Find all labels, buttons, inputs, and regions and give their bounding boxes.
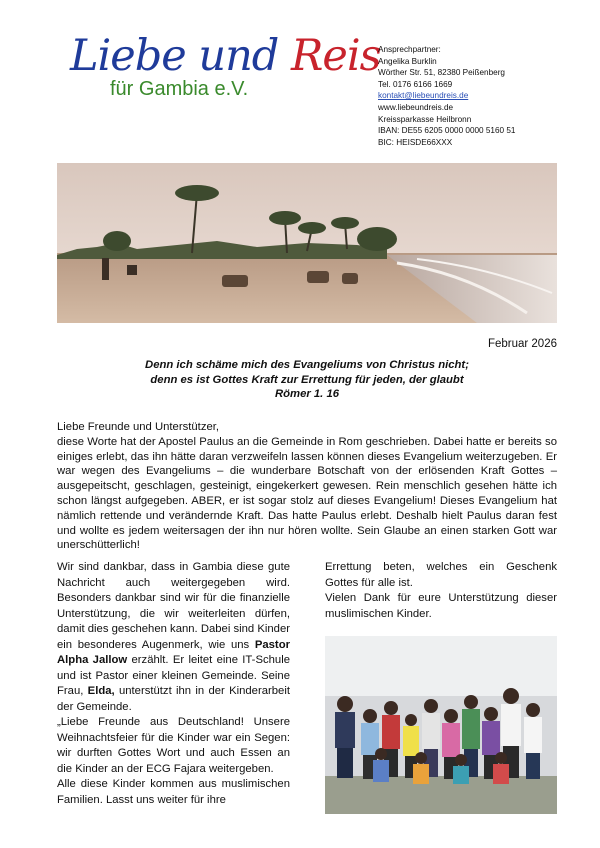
contact-phone: Tel. 0176 6166 1669 — [378, 79, 453, 89]
right-paragraph-2: Vielen Dank für eure Unterstützung dieser muslimischen Kinder. — [325, 592, 557, 620]
greeting: Liebe Freunde und Unterstützer, — [57, 421, 220, 433]
logo-word-liebe: Liebe — [70, 31, 186, 81]
contact-iban: IBAN: DE55 6205 0000 0000 5160 51 — [378, 126, 516, 136]
wife-name: Elda, — [87, 685, 115, 697]
right-paragraph-1: Errettung beten, welches ein Geschenk Gottes für alle ist. — [325, 561, 557, 589]
contact-name: Angelika Burklin — [378, 56, 437, 66]
quote-reference: Römer 1. 16 — [274, 388, 340, 400]
left-p1-text-c: unterstützt ihn in der Kinderarbeit der Gemeinde. — [57, 685, 290, 713]
left-p1-text-a: Wir sind dankbar, dass in Gambia diese gute Nachricht auch weitergegeben wird. Besonders dankbar sind wir für die finanzielle Unterstützung, die wir weiterleiten dürfen, damit dies geschehen kann. Dabei sind Kinder ein besonderes Augenmerk, wie uns — [57, 561, 290, 651]
contact-block — [378, 44, 515, 148]
logo-word-reis: Reis — [291, 31, 381, 81]
quote-line-1: Denn ich schäme mich des Evangeliums von Christus nicht; — [145, 359, 469, 371]
left-p1-text-b: erzählt. Er leitet eine IT-Schule und ist Pastor einer kleinen Gemeinde. Seine Frau, — [57, 654, 290, 697]
logo-word-und: und — [198, 31, 279, 81]
logo — [70, 30, 381, 110]
intro-paragraph: diese Worte hat der Apostel Paulus an die Gemeinde in Rom geschrieben. Dabei hatte er bereits so einiges erlebt, das ihn hätte daran verzweifeln lassen können dieses Evangelium weiterzugeben. Er war wegen des Evangeliums – die wunderbare Botschaft von der erlösenden Kraft Gottes – ausgepeitscht, geschlagen, gesteinigt, eingekerkert gewesen. Rein menschlich gesehen hätte ich schon längst aufgegeben. ABER, er ist sogar stolz auf dieses Evangelium! Dieses Evangelium hat nämlich rettende und verändernde Kraft. Das hatte Paulus erlebt. Deshalb hielt Paulus daran fest und wollte es jedem weitersagen der ihn nur hören wollte. Sein Glaube an einen starken Gott war unerschütterlich! — [57, 435, 557, 552]
contact-bic: BIC: HEISDE66XXX — [378, 137, 453, 147]
contact-email-link[interactable]: kontakt@liebeundreis.de — [378, 91, 469, 101]
pastor-name: Pastor Alpha Jallow — [57, 638, 290, 666]
contact-heading: Ansprechpartner: — [378, 45, 441, 54]
contact-website: www.liebeundreis.de — [378, 102, 454, 112]
logo-subtitle: für Gambia e.V. — [110, 78, 249, 100]
left-paragraph-1 — [57, 560, 290, 715]
contact-address: Wörther Str. 51, 82380 Peißenberg — [378, 68, 505, 78]
logo-title — [70, 30, 381, 82]
right-column — [325, 560, 557, 622]
left-column — [57, 560, 290, 808]
contact-bank: Kreissparkasse Heilbronn — [378, 114, 472, 124]
bible-quote — [57, 358, 557, 402]
quote-line-2: denn es ist Gottes Kraft zur Errettung für jeden, der glaubt — [150, 373, 464, 386]
left-paragraph-2: „Liebe Freunde aus Deutschland! Unsere Weihnachtsfeier für die Kinder war ein Segen: wir durften Gottes Wort und auch Essen an die Kinder an der ECG Fajara weitergeben. — [57, 716, 290, 775]
intro-section — [57, 420, 557, 553]
left-paragraph-3: Alle diese Kinder kommen aus muslimischen Familien. Lasst uns weiter für ihre — [57, 778, 290, 806]
letter-date: Februar 2026 — [487, 338, 557, 350]
children-photo — [325, 636, 557, 814]
beach-photo — [57, 163, 557, 323]
